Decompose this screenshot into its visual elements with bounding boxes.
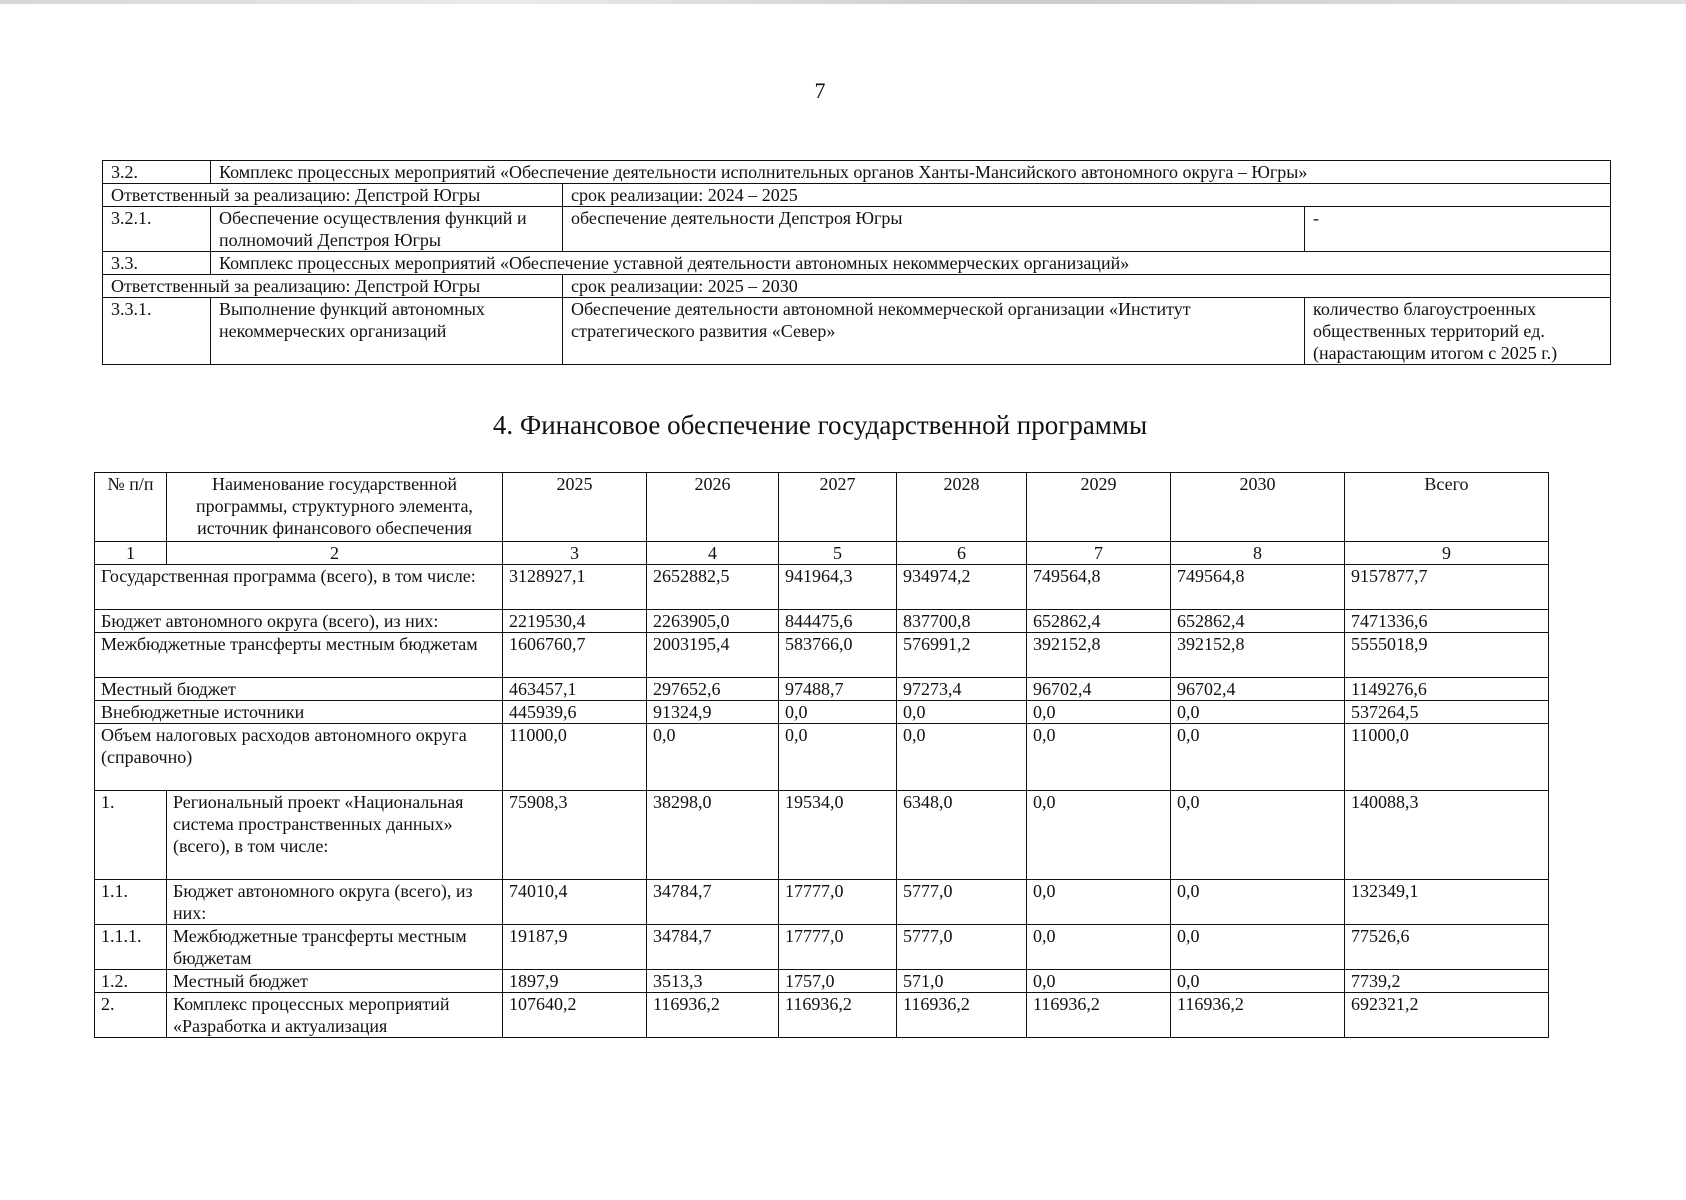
- item-row: [103, 298, 1611, 365]
- value-cell: 19187,9: [503, 925, 647, 970]
- column-number: 4: [647, 542, 779, 565]
- header-year: 2029: [1027, 473, 1171, 542]
- summary-row: [95, 701, 1549, 724]
- value-cell: 0,0: [779, 701, 897, 724]
- row-name: Государственная программа (всего), в том числе:: [95, 565, 503, 610]
- section-heading: 4. Финансовое обеспечение государственной программы: [492, 410, 1148, 440]
- value-cell: 7471336,6: [1345, 610, 1549, 633]
- value-cell: 5777,0: [897, 880, 1027, 925]
- value-cell: 116936,2: [897, 993, 1027, 1038]
- row-name: Внебюджетные источники: [95, 701, 503, 724]
- value-cell: 576991,2: [897, 633, 1027, 678]
- value-cell: 97273,4: [897, 678, 1027, 701]
- value-cell: 0,0: [779, 724, 897, 791]
- value-cell: 1606760,7: [503, 633, 647, 678]
- value-cell: 0,0: [1171, 724, 1345, 791]
- section-number: 3.2.: [103, 161, 211, 184]
- value-cell: 2263905,0: [647, 610, 779, 633]
- section-row: [103, 161, 1611, 184]
- section-number: 3.3.: [103, 252, 211, 275]
- value-cell: 0,0: [1027, 724, 1171, 791]
- financing-table: [94, 472, 1549, 1038]
- item-effect: обеспечение деятельности Депстроя Югры: [563, 207, 1305, 252]
- header-year: 2025: [503, 473, 647, 542]
- value-cell: 392152,8: [1171, 633, 1345, 678]
- row-name: Межбюджетные трансферты местным бюджетам: [95, 633, 503, 678]
- value-cell: 6348,0: [897, 791, 1027, 880]
- responsible-text: Ответственный за реализацию: Депстрой Югры: [103, 184, 563, 207]
- value-cell: 132349,1: [1345, 880, 1549, 925]
- value-cell: 96702,4: [1027, 678, 1171, 701]
- item-row: [95, 970, 1549, 993]
- value-cell: 934974,2: [897, 565, 1027, 610]
- header-year: 2027: [779, 473, 897, 542]
- value-cell: 3513,3: [647, 970, 779, 993]
- period-text: срок реализации: 2024 – 2025: [563, 184, 1611, 207]
- header-year: 2030: [1171, 473, 1345, 542]
- row-name: Местный бюджет: [167, 970, 503, 993]
- item-indicator: количество благоустроенных общественных территорий ед. (нарастающим итогом с 2025 г.): [1305, 298, 1611, 365]
- item-task: Обеспечение осуществления функций и полномочий Депстроя Югры: [211, 207, 563, 252]
- value-cell: 11000,0: [1345, 724, 1549, 791]
- column-number: 7: [1027, 542, 1171, 565]
- value-cell: 749564,8: [1171, 565, 1345, 610]
- value-cell: 9157877,7: [1345, 565, 1549, 610]
- value-cell: 692321,2: [1345, 993, 1549, 1038]
- value-cell: 837700,8: [897, 610, 1027, 633]
- value-cell: 116936,2: [647, 993, 779, 1038]
- value-cell: 0,0: [897, 701, 1027, 724]
- responsible-text: Ответственный за реализацию: Депстрой Югры: [103, 275, 563, 298]
- value-cell: 140088,3: [1345, 791, 1549, 880]
- row-name: Местный бюджет: [95, 678, 503, 701]
- column-number: 3: [503, 542, 647, 565]
- value-cell: 844475,6: [779, 610, 897, 633]
- header-year: 2028: [897, 473, 1027, 542]
- header-name: Наименование государственной программы, структурного элемента, источник финансового обеспечения: [167, 473, 503, 542]
- value-cell: 11000,0: [503, 724, 647, 791]
- value-cell: 17777,0: [779, 880, 897, 925]
- value-cell: 5777,0: [897, 925, 1027, 970]
- item-indicator: -: [1305, 207, 1611, 252]
- value-cell: 445939,6: [503, 701, 647, 724]
- row-number: 1.1.1.: [95, 925, 167, 970]
- value-cell: 0,0: [1027, 880, 1171, 925]
- item-row: [95, 880, 1549, 925]
- value-cell: 652862,4: [1171, 610, 1345, 633]
- value-cell: 537264,5: [1345, 701, 1549, 724]
- value-cell: 34784,7: [647, 880, 779, 925]
- value-cell: 0,0: [1171, 970, 1345, 993]
- row-number: 1.: [95, 791, 167, 880]
- row-name: Межбюджетные трансферты местным бюджетам: [167, 925, 503, 970]
- value-cell: 0,0: [647, 724, 779, 791]
- value-cell: 0,0: [1027, 925, 1171, 970]
- section-row: [103, 252, 1611, 275]
- row-name: Объем налоговых расходов автономного округа (справочно): [95, 724, 503, 791]
- value-cell: 0,0: [1171, 880, 1345, 925]
- item-effect: Обеспечение деятельности автономной некоммерческой организации «Институт стратегического развития «Север»: [563, 298, 1305, 365]
- item-number: 3.3.1.: [103, 298, 211, 365]
- value-cell: 19534,0: [779, 791, 897, 880]
- item-row: [95, 925, 1549, 970]
- value-cell: 107640,2: [503, 993, 647, 1038]
- column-number: 2: [167, 542, 503, 565]
- section-title: Комплекс процессных мероприятий «Обеспечение уставной деятельности автономных некоммерческих организаций»: [211, 252, 1611, 275]
- value-cell: 34784,7: [647, 925, 779, 970]
- value-cell: 38298,0: [647, 791, 779, 880]
- header-year: 2026: [647, 473, 779, 542]
- column-number-row: [95, 542, 1549, 565]
- header-row: [95, 473, 1549, 542]
- row-name: Комплекс процессных мероприятий «Разработка и актуализация: [167, 993, 503, 1038]
- row-number: 2.: [95, 993, 167, 1038]
- value-cell: 0,0: [1171, 791, 1345, 880]
- row-name: Бюджет автономного округа (всего), из них:: [95, 610, 503, 633]
- responsible-row: [103, 184, 1611, 207]
- row-number: 1.1.: [95, 880, 167, 925]
- value-cell: 75908,3: [503, 791, 647, 880]
- value-cell: 97488,7: [779, 678, 897, 701]
- value-cell: 77526,6: [1345, 925, 1549, 970]
- value-cell: 392152,8: [1027, 633, 1171, 678]
- value-cell: 583766,0: [779, 633, 897, 678]
- scan-edge: [0, 0, 1686, 4]
- value-cell: 2652882,5: [647, 565, 779, 610]
- row-name: Бюджет автономного округа (всего), из них:: [167, 880, 503, 925]
- value-cell: 96702,4: [1171, 678, 1345, 701]
- summary-row: [95, 678, 1549, 701]
- item-number: 3.2.1.: [103, 207, 211, 252]
- section-title: Комплекс процессных мероприятий «Обеспечение деятельности исполнительных органов Ханты-Мансийского автономного округа – Югры»: [211, 161, 1611, 184]
- column-number: 9: [1345, 542, 1549, 565]
- item-row: [95, 791, 1549, 880]
- value-cell: 463457,1: [503, 678, 647, 701]
- column-number: 6: [897, 542, 1027, 565]
- page-number: 7: [814, 78, 826, 103]
- item-task: Выполнение функций автономных некоммерческих организаций: [211, 298, 563, 365]
- value-cell: 1897,9: [503, 970, 647, 993]
- header-total: Всего: [1345, 473, 1549, 542]
- summary-row: [95, 565, 1549, 610]
- value-cell: 0,0: [1171, 701, 1345, 724]
- value-cell: 0,0: [1027, 701, 1171, 724]
- summary-row: [95, 724, 1549, 791]
- value-cell: 297652,6: [647, 678, 779, 701]
- row-number: 1.2.: [95, 970, 167, 993]
- value-cell: 1149276,6: [1345, 678, 1549, 701]
- responsible-row: [103, 275, 1611, 298]
- value-cell: 17777,0: [779, 925, 897, 970]
- column-number: 8: [1171, 542, 1345, 565]
- value-cell: 2003195,4: [647, 633, 779, 678]
- value-cell: 0,0: [1171, 925, 1345, 970]
- value-cell: 0,0: [1027, 791, 1171, 880]
- value-cell: 1757,0: [779, 970, 897, 993]
- period-text: срок реализации: 2025 – 2030: [563, 275, 1611, 298]
- value-cell: 116936,2: [1171, 993, 1345, 1038]
- column-number: 5: [779, 542, 897, 565]
- value-cell: 74010,4: [503, 880, 647, 925]
- value-cell: 0,0: [1027, 970, 1171, 993]
- value-cell: 652862,4: [1027, 610, 1171, 633]
- value-cell: 7739,2: [1345, 970, 1549, 993]
- column-number: 1: [95, 542, 167, 565]
- item-row: [103, 207, 1611, 252]
- value-cell: 941964,3: [779, 565, 897, 610]
- value-cell: 749564,8: [1027, 565, 1171, 610]
- item-row: [95, 993, 1549, 1038]
- summary-row: [95, 633, 1549, 678]
- value-cell: 116936,2: [1027, 993, 1171, 1038]
- value-cell: 0,0: [897, 724, 1027, 791]
- measures-table: [102, 160, 1611, 365]
- summary-row: [95, 610, 1549, 633]
- value-cell: 3128927,1: [503, 565, 647, 610]
- row-name: Региональный проект «Национальная система пространственных данных» (всего), в том числе:: [167, 791, 503, 880]
- value-cell: 5555018,9: [1345, 633, 1549, 678]
- value-cell: 116936,2: [779, 993, 897, 1038]
- header-num: № п/п: [95, 473, 167, 542]
- value-cell: 91324,9: [647, 701, 779, 724]
- value-cell: 2219530,4: [503, 610, 647, 633]
- value-cell: 571,0: [897, 970, 1027, 993]
